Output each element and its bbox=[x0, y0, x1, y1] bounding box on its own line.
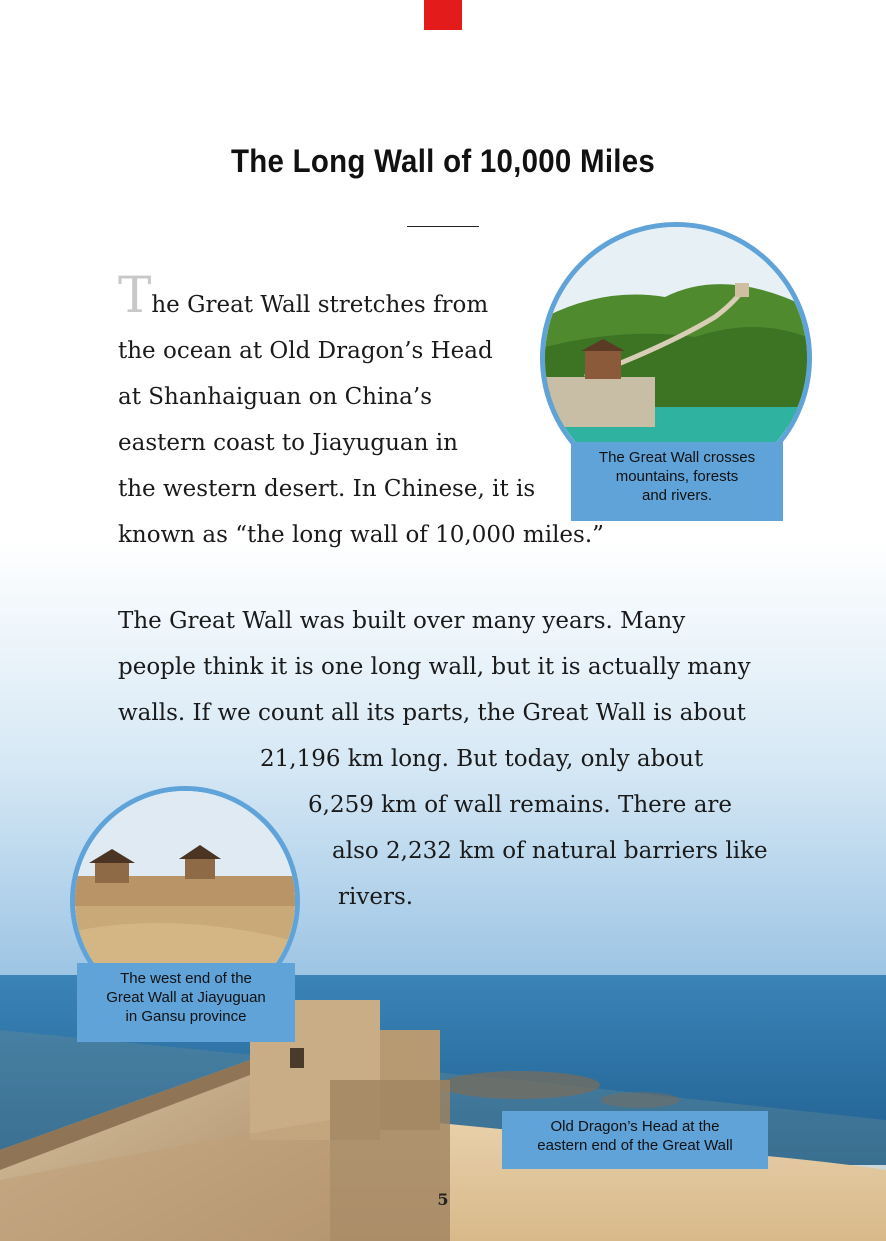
intro-line-4: eastern coast to Jiayuguan in bbox=[118, 430, 458, 456]
intro-line-2: the ocean at Old Dragon’s Head bbox=[118, 338, 493, 364]
body-line-2: people think it is one long wall, but it is actually many bbox=[118, 654, 751, 680]
body-line-7: rivers. bbox=[338, 884, 414, 910]
title-divider bbox=[407, 226, 479, 227]
body-line-4: 21,196 km long. But today, only about bbox=[260, 746, 704, 772]
page-title: The Long Wall of 10,000 Miles bbox=[230, 143, 656, 180]
caption-jiayuguan: The west end of the Great Wall at Jiayuguan in Gansu province bbox=[77, 963, 295, 1042]
intro-line-5: the western desert. In Chinese, it is bbox=[118, 476, 536, 502]
intro-paragraph bbox=[118, 266, 604, 558]
body-line-3: walls. If we count all its parts, the Great Wall is about bbox=[118, 700, 746, 726]
drop-cap: T bbox=[118, 266, 152, 324]
intro-line-1: The Great Wall stretches from bbox=[118, 266, 489, 324]
red-tab-marker bbox=[424, 0, 462, 30]
caption-old-dragons-head: Old Dragon’s Head at the eastern end of the Great Wall bbox=[502, 1111, 768, 1169]
body-line-5: 6,259 km of wall remains. There are bbox=[308, 792, 733, 818]
page-number: 5 bbox=[437, 1190, 449, 1209]
intro-line-3: at Shanhaiguan on China’s bbox=[118, 384, 432, 410]
intro-line-6: known as “the long wall of 10,000 miles.” bbox=[118, 522, 604, 548]
body-line-1: The Great Wall was built over many years. Many bbox=[118, 608, 686, 634]
caption-wall-mountains: The Great Wall crosses mountains, forests and rivers. bbox=[571, 442, 783, 521]
body-line-6: also 2,232 km of natural barriers like bbox=[332, 838, 768, 864]
